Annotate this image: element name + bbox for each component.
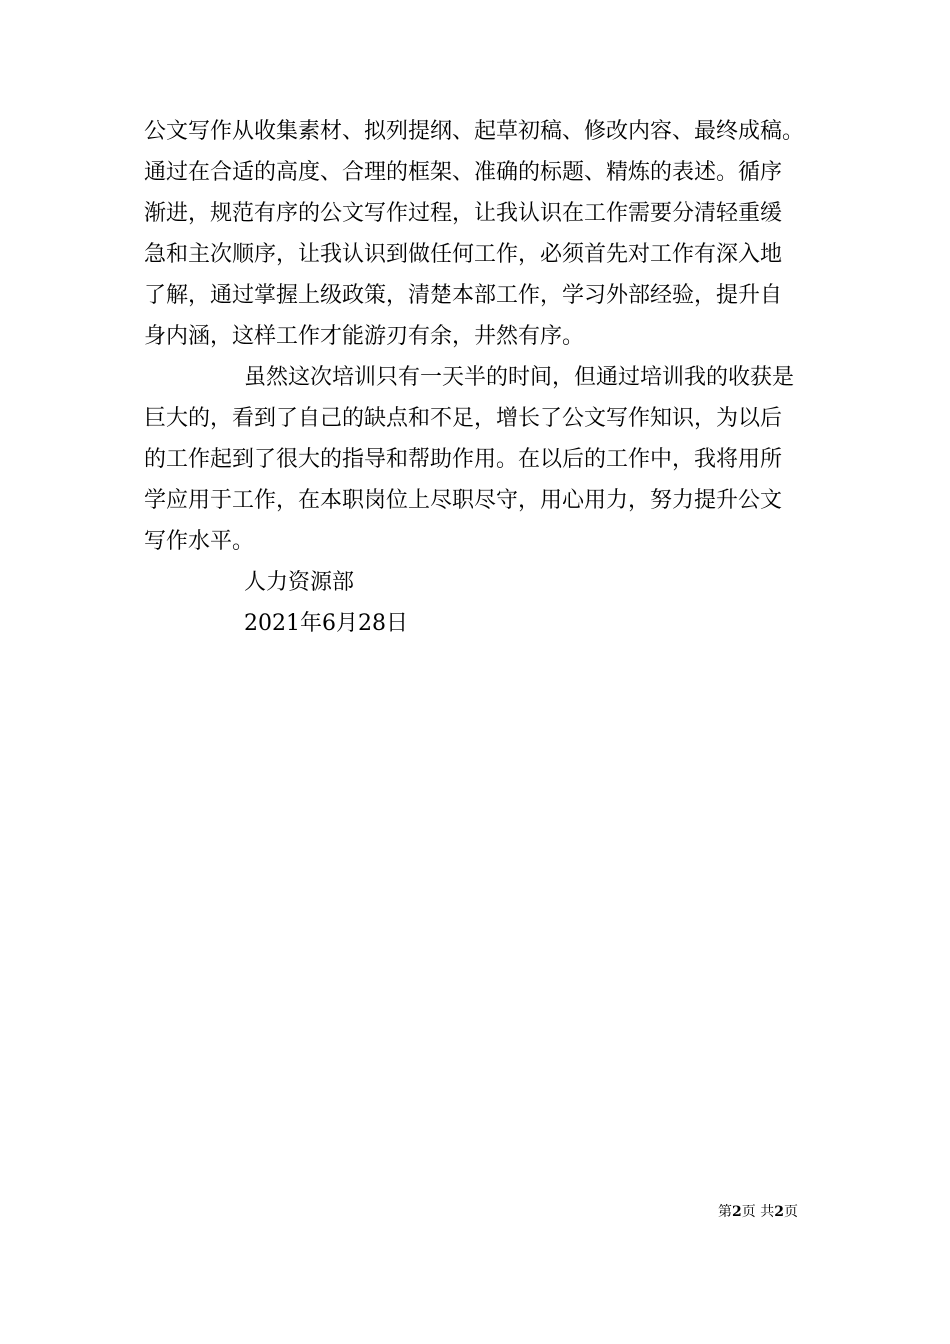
paragraph-line: 的工作起到了很大的指导和帮助作用。在以后的工作中，我将用所 (144, 447, 783, 472)
page-footer (718, 1202, 798, 1222)
footer-prefix: 第 (718, 1204, 732, 1220)
paragraph-line: 虽然这次培训只有一天半的时间，但通过培训我的收获是 (244, 365, 795, 390)
footer-current-page: 2 (732, 1204, 742, 1220)
paragraph-line: 公文写作从收集素材、拟列提纲、起草初稿、修改内容、最终成稿。 (144, 119, 805, 144)
paragraph-line: 巨大的，看到了自己的缺点和不足，增长了公文写作知识，为以后 (144, 406, 783, 431)
paragraph-line: 身内涵，这样工作才能游刃有余，井然有序。 (144, 324, 585, 349)
signature-department: 人力资源部 (244, 570, 355, 595)
paragraph-line: 渐进，规范有序的公文写作过程，让我认识在工作需要分清轻重缓 (144, 201, 783, 226)
footer-middle: 页 共 (741, 1204, 775, 1220)
signature-date: 2021年6月28日 (244, 611, 408, 636)
paragraph-line: 急和主次顺序，让我认识到做任何工作，必须首先对工作有深入地 (144, 242, 783, 267)
paragraph-line: 写作水平。 (144, 529, 255, 554)
footer-suffix: 页 (783, 1204, 798, 1220)
paragraph-line: 学应用于工作，在本职岗位上尽职尽守，用心用力，努力提升公文 (144, 488, 783, 513)
footer-total-pages: 2 (774, 1204, 784, 1220)
paragraph-line: 通过在合适的高度、合理的框架、准确的标题、精炼的表述。循序 (144, 160, 783, 185)
paragraph-line: 了解，通过掌握上级政策，清楚本部工作，学习外部经验，提升自 (144, 283, 783, 308)
